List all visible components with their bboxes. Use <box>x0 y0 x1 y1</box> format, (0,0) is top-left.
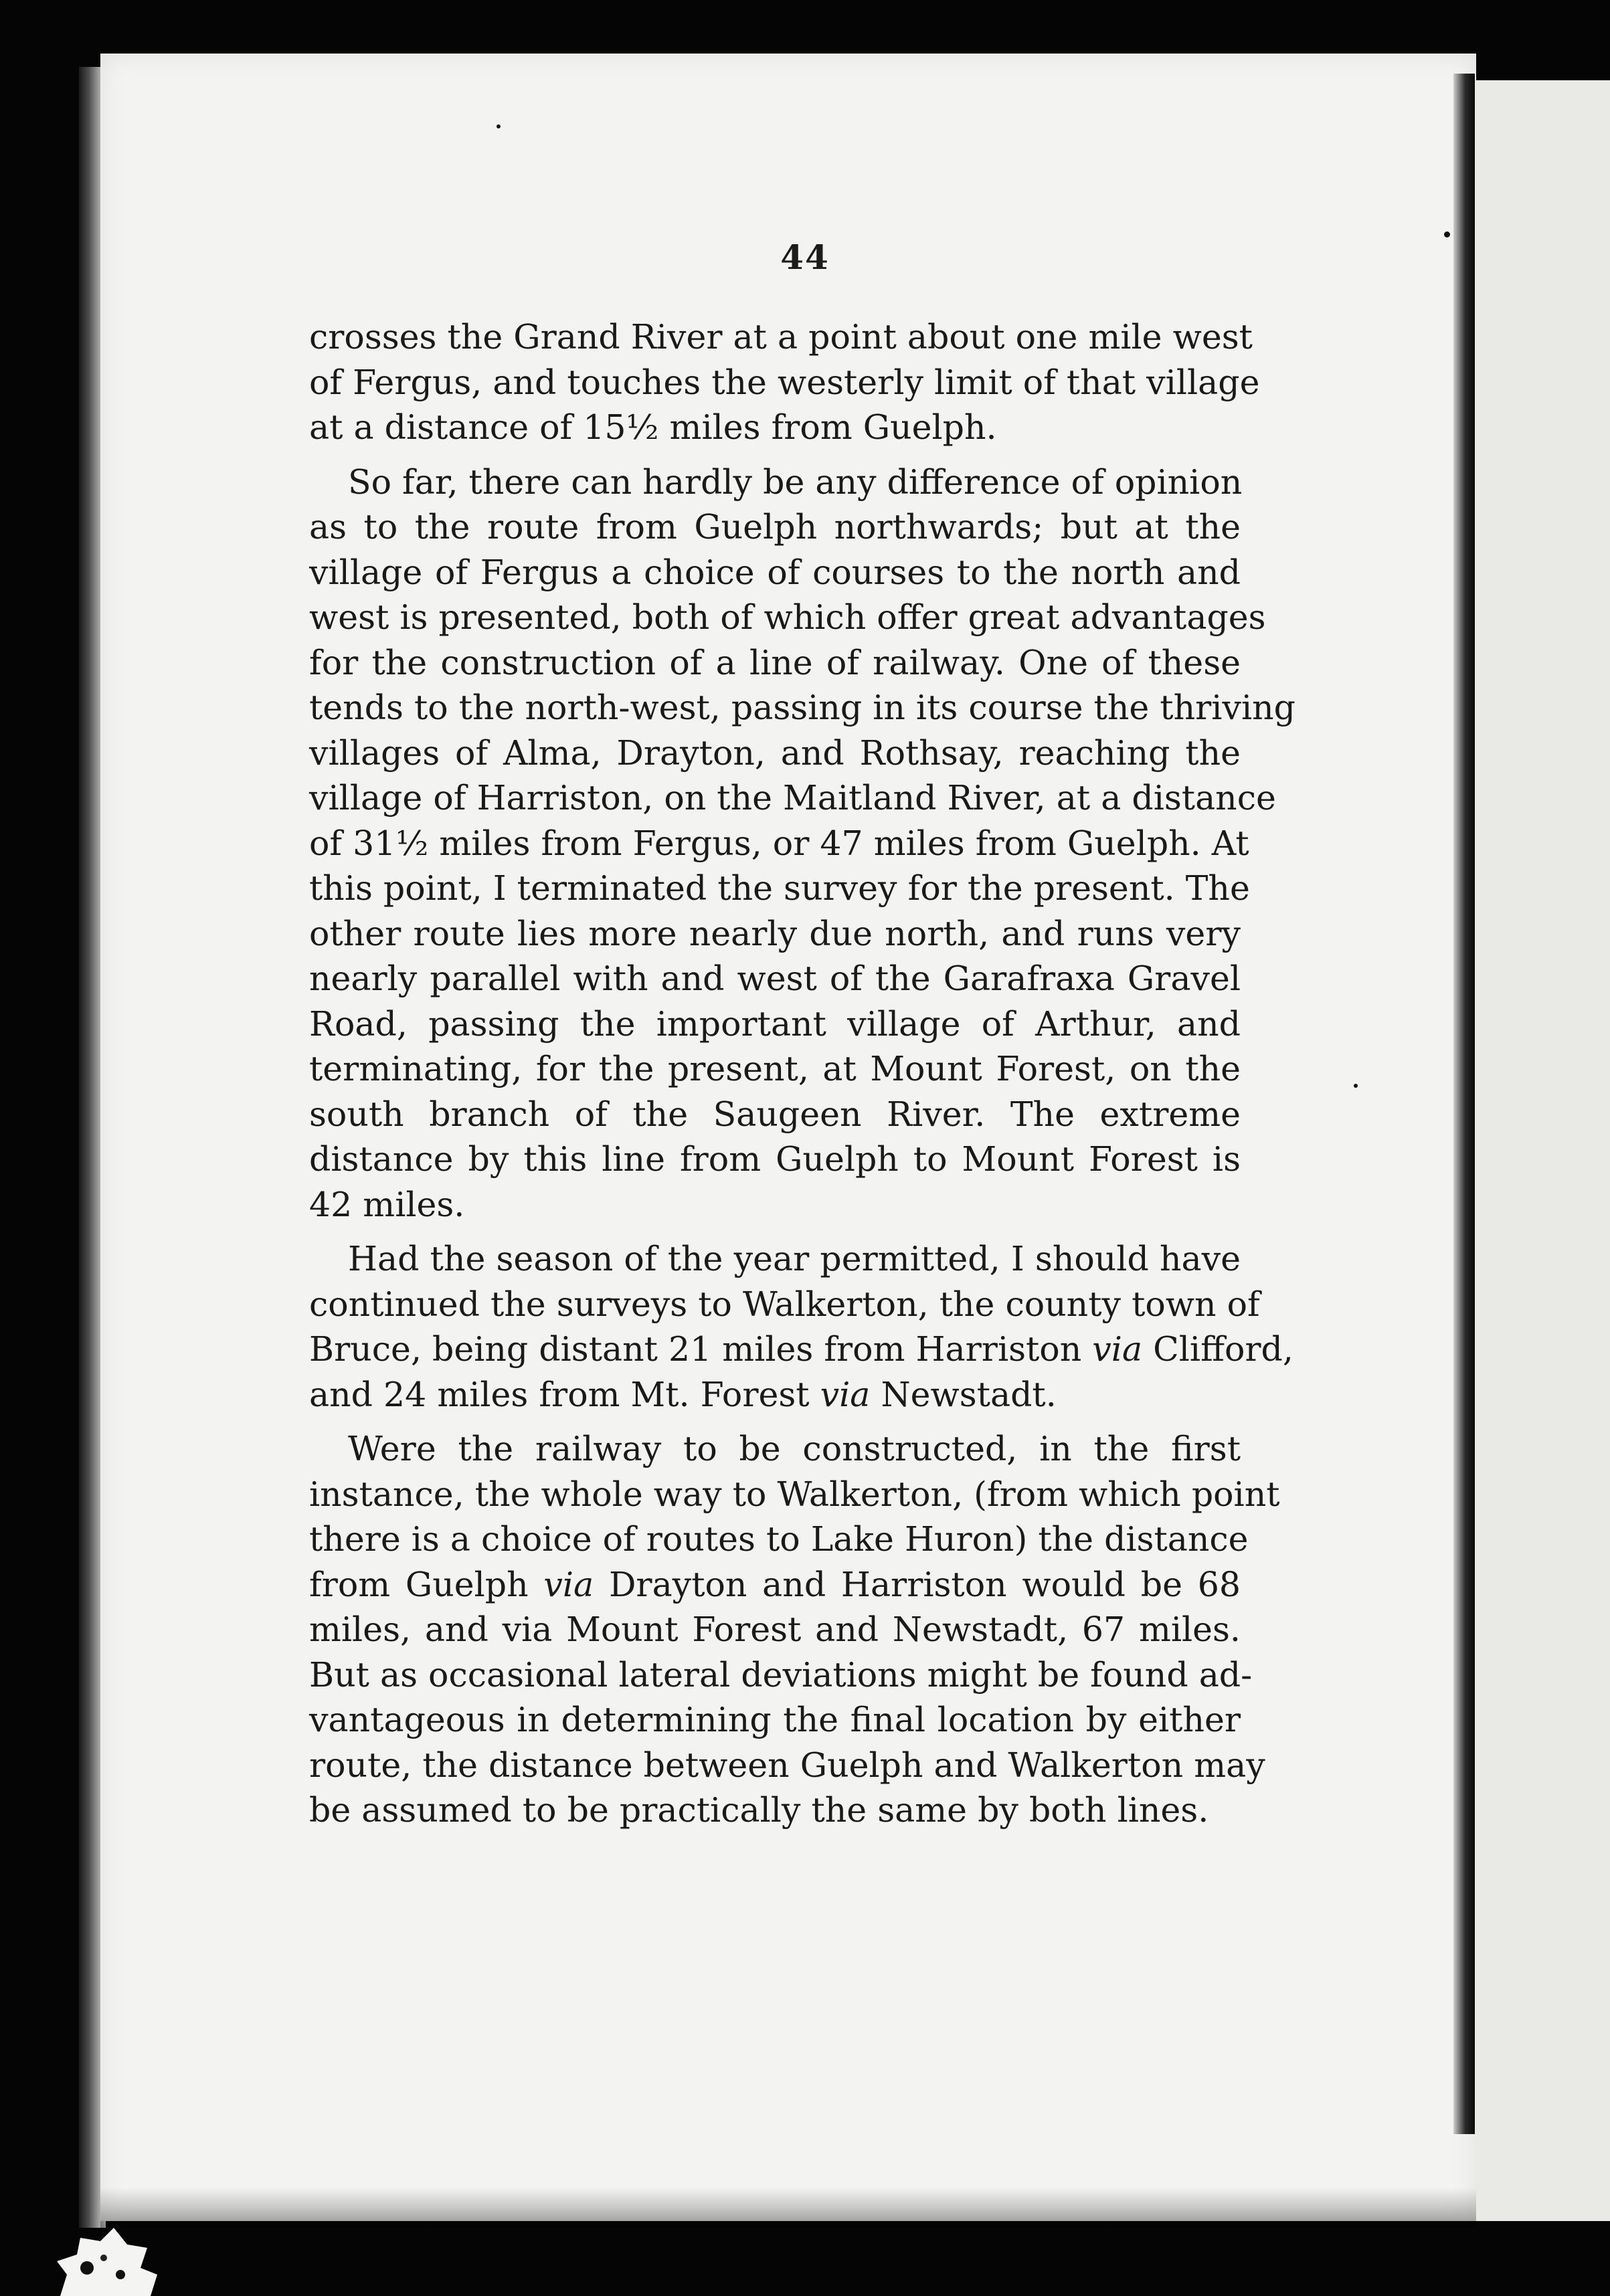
speck <box>1444 231 1450 237</box>
paragraph-4 <box>309 1426 1280 1833</box>
text-line: crosses the Grand River at a point about one mile west <box>309 317 1253 357</box>
text-line: village of Fergus a choice of courses to the north and <box>309 552 1241 592</box>
text-line: Had the season of the year permitted, I should have <box>348 1239 1241 1278</box>
text-line: this point, I terminated the survey for the present. The <box>309 868 1250 908</box>
page-number: 44 <box>780 237 830 277</box>
text-line: vantageous in determining the final location by either <box>309 1700 1241 1739</box>
text-line: at a distance of 15½ miles from Guelph. <box>309 407 997 447</box>
text-line: tends to the north-west, passing in its course the thriving <box>309 688 1295 727</box>
text-line: of 31½ miles from Fergus, or 47 miles from Guelph. At <box>309 823 1249 863</box>
bottom-shadow <box>100 2188 1476 2228</box>
text-line: as to the route from Guelph northwards; but at the <box>309 507 1241 547</box>
text-line: there is a choice of routes to Lake Huron) the distance <box>309 1519 1249 1559</box>
text-line: route, the distance between Guelph and Walkerton may <box>309 1745 1265 1785</box>
text-line: and 24 miles from Mt. Forest via Newstadt. <box>309 1374 1057 1414</box>
text-line: 42 miles. <box>309 1184 465 1224</box>
text-line: Road, passing the important village of Arthur, and <box>309 1003 1241 1044</box>
text-line: be assumed to be practically the same by both lines. <box>309 1790 1209 1830</box>
text-line: villages of Alma, Drayton, and Rothsay, reaching the <box>309 733 1241 773</box>
speck <box>497 124 501 128</box>
text-line: Were the railway to be constructed, in the first <box>348 1429 1241 1468</box>
text-line: other route lies more nearly due north, and runs very <box>309 913 1241 953</box>
text-line: village of Harriston, on the Maitland River, at a distance <box>309 778 1276 818</box>
text-line: instance, the whole way to Walkerton, (from which point <box>309 1474 1280 1514</box>
paragraph-2 <box>309 460 1295 1228</box>
text-line: continued the surveys to Walkerton, the county town of <box>309 1284 1260 1324</box>
paper-damage-blot <box>40 2174 167 2296</box>
paragraph-3 <box>309 1236 1293 1417</box>
text-line: west is presented, both of which offer great advantages <box>309 597 1266 637</box>
next-page-edge <box>1475 80 1610 2221</box>
text-line: from Guelph via Drayton and Harriston would be 68 <box>309 1564 1241 1604</box>
text-line: nearly parallel with and west of the Garafraxa Gravel <box>309 959 1241 998</box>
text-line: miles, and via Mount Forest and Newstadt, 67 miles. <box>309 1610 1241 1649</box>
text-line: Bruce, being distant 21 miles from Harriston via Clifford, <box>309 1329 1293 1369</box>
text-line: distance by this line from Guelph to Mount Forest is <box>309 1139 1241 1179</box>
text-line: terminating, for the present, at Mount Forest, on the <box>309 1049 1241 1088</box>
text-line: for the construction of a line of railway. One of these <box>309 642 1241 682</box>
text-line: So far, there can hardly be any difference of opinion <box>348 462 1243 502</box>
text-line: But as occasional lateral deviations might be found ad- <box>309 1654 1253 1695</box>
body-text <box>309 314 1295 1833</box>
page-fold-shadow <box>1453 74 1475 2134</box>
text-line: of Fergus, and touches the westerly limit of that village <box>309 362 1260 402</box>
paragraph-1 <box>309 314 1260 450</box>
text-line: south branch of the Saugeen River. The extreme <box>309 1094 1241 1134</box>
speck <box>1354 1084 1358 1088</box>
